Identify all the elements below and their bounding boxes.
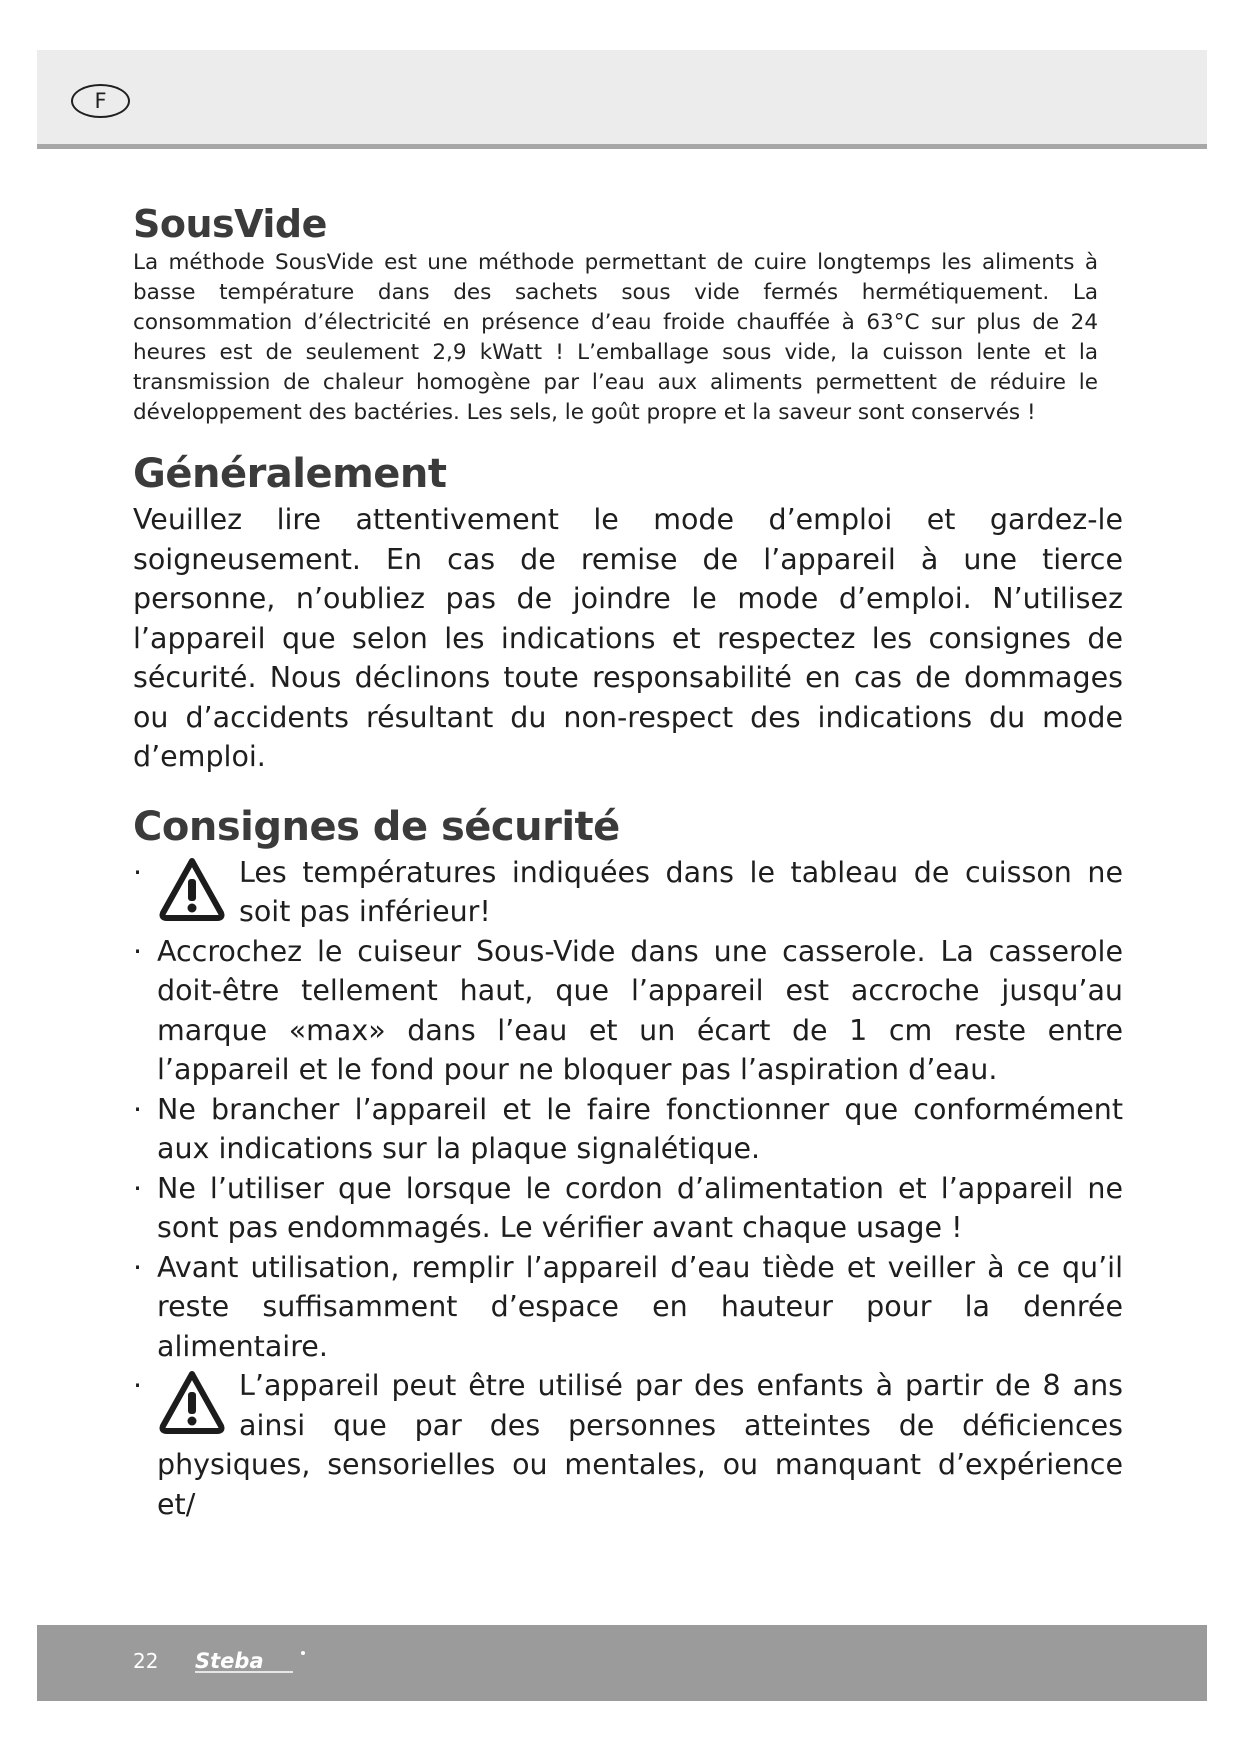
- safety-item: [133, 1169, 1123, 1248]
- bullet: ·: [133, 855, 143, 889]
- steba-logo: [193, 1647, 311, 1677]
- safety-item-text: Ne brancher l’appareil et le faire fonctionner que conformément aux indications sur la plaque signalétique.: [157, 1092, 1123, 1165]
- safety-item: [133, 1366, 1123, 1524]
- bullet: ·: [133, 1369, 143, 1402]
- safety-item: [133, 853, 1123, 932]
- safety-item-text: Ne l’utiliser que lorsque le cordon d’alimentation et l’appareil ne sont pas endommagés. Le vérifier avant chaque usage !: [157, 1171, 1123, 1244]
- safety-item: [133, 932, 1123, 1090]
- safety-item: [133, 1090, 1123, 1169]
- safety-item: [133, 1248, 1123, 1367]
- section-title-general: Généralement: [133, 451, 447, 497]
- brand-name: Steba: [195, 1649, 264, 1673]
- bullet: ·: [133, 1171, 143, 1205]
- bullet: ·: [133, 1250, 143, 1284]
- bullet: ·: [133, 934, 143, 968]
- warning-triangle-icon: [157, 855, 227, 923]
- warning-triangle-icon: [157, 1368, 227, 1436]
- safety-item-text: Les températures indiquées dans le tableau de cuisson ne soit pas inférieur!: [239, 855, 1123, 928]
- page-number: 22: [133, 1649, 159, 1673]
- section-title-safety: Consignes de sécurité: [133, 803, 620, 850]
- page-header: [37, 50, 1207, 149]
- bullet: ·: [133, 1092, 143, 1126]
- general-paragraph: Veuillez lire attentivement le mode d’emploi et gardez-le soigneusement. En cas de remise de l’appareil à une tierce personne, n’oubliez pas de joindre le mode d’emploi. N’utilisez l’appareil que selon les indications et respectez les consignes de sécurité. Nous déclinons toute responsabilité en cas de dommages ou d’accidents résultant du non-respect des indications du mode d’emploi.: [133, 503, 1123, 773]
- page-content: [133, 200, 1123, 1524]
- section-title-sousvide: SousVide: [133, 202, 327, 246]
- safety-item-text: Avant utilisation, remplir l’appareil d’eau tiède et veiller à ce qu’il reste suffisamment d’espace en hauteur pour la denrée alimentaire.: [157, 1250, 1123, 1363]
- safety-item-text: L’appareil peut être utilisé par des enfants à partir de 8 ans ainsi que par des personnes atteintes de déficiences physiques, sensorielles ou mentales, ou manquant d’expérience et/: [157, 1369, 1123, 1521]
- safety-list: [133, 853, 1123, 1525]
- language-badge: F: [71, 84, 130, 118]
- sousvide-paragraph: La méthode SousVide est une méthode permettant de cuire longtemps les aliments à basse température dans des sachets sous vide fermés hermétiquement. La consommation d’électricité en présence d’eau froide chauffée à 63°C sur plus de 24 heures est de seulement 2,9 kWatt ! L’emballage sous vide, la cuisson lente et la transmission de chaleur homogène par l’eau aux aliments permettent de réduire le développement des bactéries. Les sels, le goût propre et la saveur sont conservés !: [133, 250, 1098, 425]
- safety-item-text: Accrochez le cuiseur Sous-Vide dans une casserole. La casserole doit-être tellement haut, que l’appareil est accroche jusqu’au marque «max» dans l’eau et un écart de 1 cm reste entre l’appareil et le fond pour ne bloquer pas l’aspiration d’eau.: [157, 934, 1123, 1086]
- page-footer: [37, 1625, 1207, 1701]
